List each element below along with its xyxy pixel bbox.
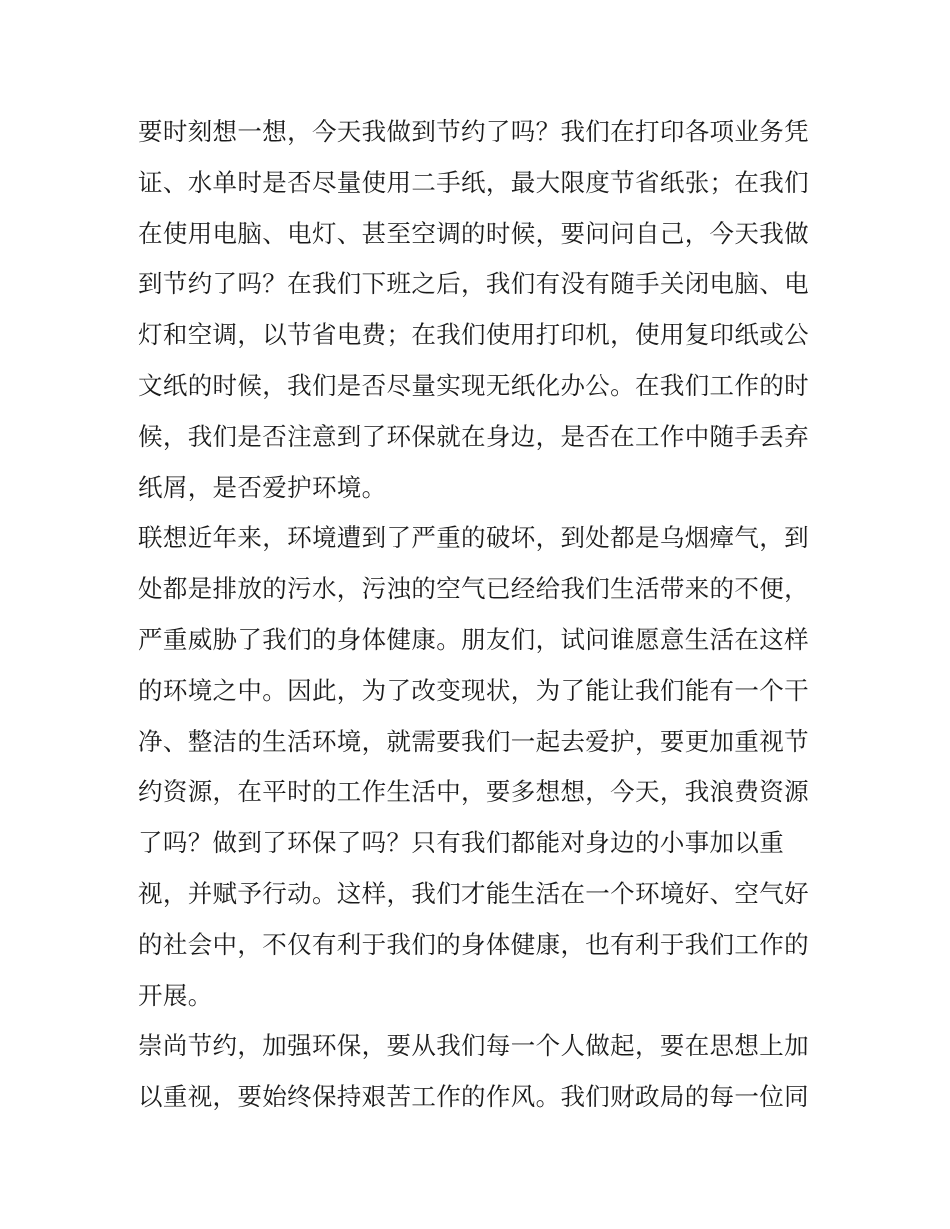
text-line: 了吗？做到了环保了吗？只有我们都能对身边的小事加以重 [138, 828, 785, 858]
text-line: 灯和空调，以节省电费；在我们使用打印机，使用复印纸或公 [138, 320, 809, 350]
text-line: 崇尚节约，加强环保，要从我们每一个人做起，要在思想上加 [138, 1031, 809, 1061]
text-line: 开展。 [138, 980, 213, 1010]
text-line: 要时刻想一想，今天我做到节约了吗？我们在打印各项业务凭 [138, 117, 809, 146]
text-line: 候，我们是否注意到了环保就在身边，是否在工作中随手丢弃 [138, 421, 809, 451]
text-line: 纸屑，是否爱护环境。 [138, 472, 387, 502]
text-line: 在使用电脑、电灯、甚至空调的时候，要问问自己，今天我做 [138, 218, 809, 248]
text-line: 的社会中，不仅有利于我们的身体健康，也有利于我们工作的 [138, 929, 809, 959]
text-line: 视，并赋予行动。这样，我们才能生活在一个环境好、空气好 [138, 878, 809, 908]
text-line: 以重视，要始终保持艰苦工作的作风。我们财政局的每一位同 [138, 1082, 809, 1112]
text-line: 严重威胁了我们的身体健康。朋友们，试问谁愿意生活在这样 [138, 624, 809, 654]
text-line: 处都是排放的污水，污浊的空气已经给我们生活带来的不便， [138, 574, 809, 604]
text-line: 证、水单时是否尽量使用二手纸，最大限度节省纸张；在我们 [138, 167, 809, 197]
text-line: 联想近年来，环境遭到了严重的破坏，到处都是乌烟瘴气，到 [138, 523, 809, 553]
text-line: 的环境之中。因此，为了改变现状，为了能让我们能有一个干 [138, 675, 809, 705]
text-line: 文纸的时候，我们是否尽量实现无纸化办公。在我们工作的时 [138, 370, 809, 400]
text-line: 约资源，在平时的工作生活中，要多想想，今天，我浪费资源 [138, 777, 809, 807]
body-text [138, 107, 818, 1123]
text-line: 净、整洁的生活环境，就需要我们一起去爱护，要更加重视节 [138, 726, 809, 756]
text-line: 到节约了吗？在我们下班之后，我们有没有随手关闭电脑、电 [138, 269, 809, 299]
